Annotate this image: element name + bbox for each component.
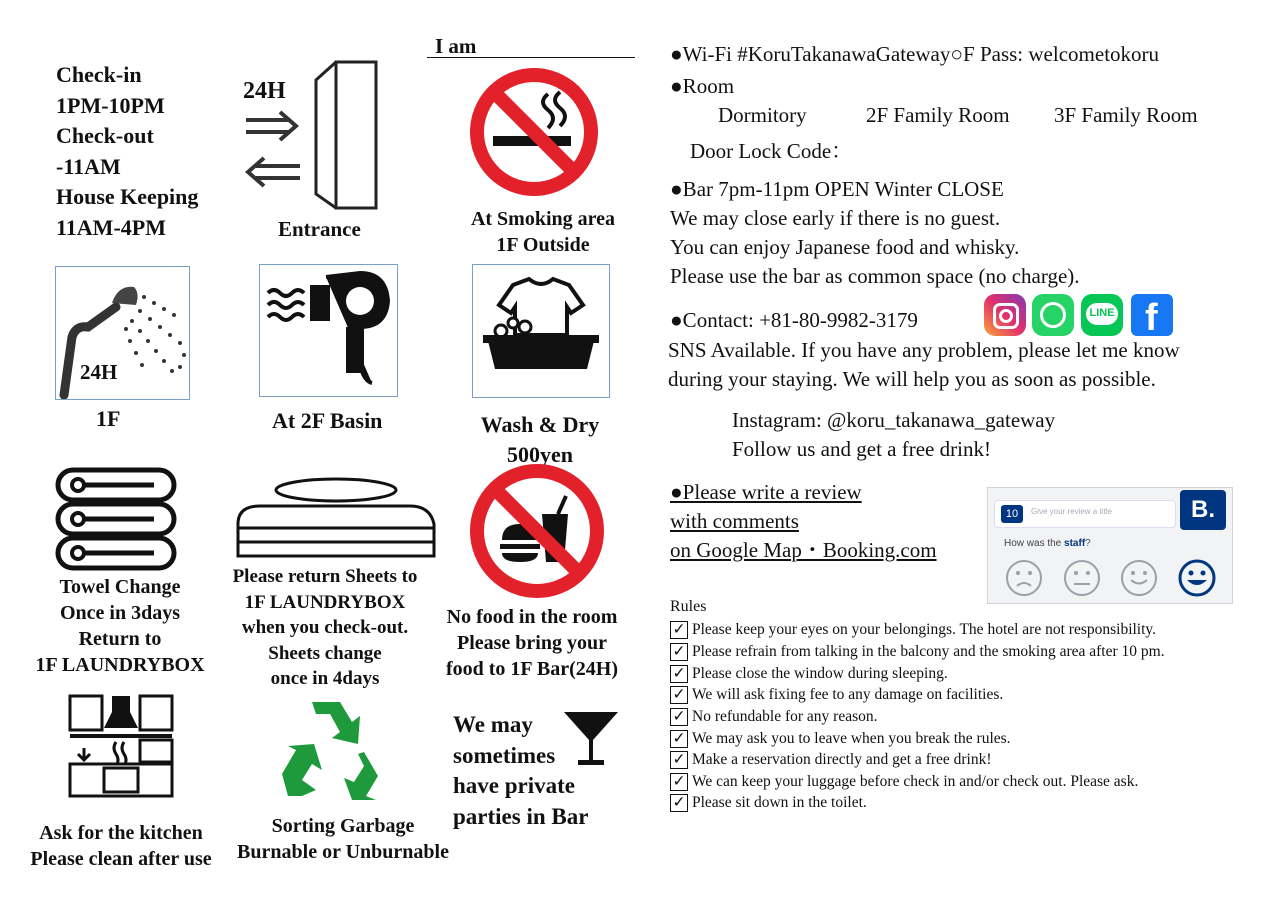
sheets-icon	[230, 476, 438, 562]
instagram-icon[interactable]	[984, 294, 1026, 336]
review-question-prefix: How was the	[1004, 538, 1065, 549]
no-food-label	[432, 604, 632, 682]
contact-title: ●Contact: +81-80-9982-3179	[670, 308, 918, 332]
contact-line2: during your staying. We will help you as soon as possible.	[668, 367, 1156, 391]
neutral-face-icon	[1065, 561, 1099, 595]
party-line1: We may	[453, 712, 533, 737]
kitchen-label	[16, 820, 226, 872]
rule-text: No refundable for any reason.	[692, 708, 878, 725]
very-happy-face-icon	[1180, 561, 1214, 595]
kitchen-label-line2: Please clean after use	[30, 848, 212, 870]
rule-item	[670, 641, 1165, 662]
checkbox-icon: ✓	[670, 708, 688, 726]
checkbox-icon: ✓	[670, 730, 688, 748]
rule-item	[670, 749, 992, 770]
no-food-label-line1: No food in the room	[446, 606, 618, 628]
rule-text: Please refrain from talking in the balcony and the smoking area after 10 pm.	[692, 643, 1165, 660]
party-line3: have private	[453, 773, 576, 798]
sheets-label-line1: Please return Sheets to	[232, 566, 418, 587]
facebook-icon[interactable]	[1131, 294, 1173, 339]
towel-label-line4: 1F LAUNDRYBOX	[35, 654, 205, 676]
review-question-bold: staff	[1064, 538, 1086, 549]
dryer-label: At 2F Basin	[272, 408, 383, 433]
sheets-label	[222, 564, 428, 692]
checkbox-icon: ✓	[670, 621, 688, 639]
checkin-info	[56, 60, 198, 243]
rule-text: Make a reservation directly and get a free drink!	[692, 751, 992, 768]
instagram-handle: Instagram: @koru_takanawa_gateway	[732, 408, 1056, 432]
shower-icon-box	[55, 266, 190, 400]
checkbox-icon: ✓	[670, 665, 688, 683]
whatsapp-icon[interactable]	[1032, 294, 1074, 336]
checkin-label: Check-in	[56, 62, 142, 87]
sheets-label-line4: Sheets change	[268, 642, 382, 664]
no-smoking-icon	[468, 66, 600, 198]
rule-text: Please sit down in the toilet.	[692, 794, 867, 811]
room-title: ●Room	[670, 74, 735, 98]
bar-title: ●Bar 7pm-11pm OPEN Winter CLOSE	[670, 177, 1004, 201]
rule-item	[670, 771, 1138, 792]
line-icon-text: LINE	[1089, 307, 1115, 319]
garbage-label	[226, 813, 460, 865]
rules-title: Rules	[670, 598, 707, 615]
review-faces	[1002, 558, 1230, 598]
rule-text: Please close the window during sleeping.	[692, 665, 948, 682]
towel-icon	[54, 466, 178, 574]
garbage-label-line1: Sorting Garbage	[271, 815, 415, 837]
happy-face-icon	[1122, 561, 1156, 595]
name-blank-line	[427, 57, 635, 58]
facebook-icon-text: f	[1145, 297, 1158, 339]
towel-label-line2: Once in 3days	[59, 602, 181, 624]
shower-floor-label: 1F	[96, 406, 121, 431]
no-food-icon	[468, 462, 606, 600]
wash-label	[470, 410, 610, 470]
review-score-badge: 10	[1001, 505, 1023, 523]
dryer-icon-box	[259, 264, 398, 397]
room-3f-family: 3F Family Room	[1054, 103, 1198, 127]
entrance-hours: 24H	[243, 78, 286, 104]
room-dormitory: Dormitory	[718, 103, 807, 127]
review-question	[1004, 538, 1091, 549]
sheets-label-line5: once in 4days	[270, 668, 380, 689]
review-line3: on Google Map・Booking.com	[670, 538, 937, 562]
booking-logo: B.	[1180, 490, 1226, 530]
i-am-label: I am	[435, 34, 477, 58]
towel-label	[20, 574, 220, 678]
smoking-label-line1: At Smoking area	[470, 208, 616, 230]
entrance-label: Entrance	[278, 217, 361, 241]
housekeeping-time: 11AM-4PM	[56, 214, 166, 240]
rule-item	[670, 706, 878, 727]
shower-icon	[56, 267, 189, 399]
kitchen-label-line1: Ask for the kitchen	[39, 822, 203, 844]
housekeeping-label: House Keeping	[56, 184, 199, 209]
review-question-suffix: ?	[1085, 538, 1091, 549]
recycle-icon	[272, 696, 384, 802]
rule-text: We can keep your luggage before check in and/or check out. Please ask.	[692, 773, 1139, 790]
checkin-time: 1PM-10PM	[56, 92, 165, 118]
towel-label-line3: Return to	[78, 628, 162, 650]
wash-label-line1: Wash & Dry	[480, 412, 600, 437]
rule-text: We will ask fixing fee to any damage on facilities.	[692, 686, 1004, 703]
hair-dryer-icon	[260, 265, 397, 396]
room-2f-family: 2F Family Room	[866, 103, 1010, 127]
no-food-label-line3: food to 1F Bar(24H)	[445, 658, 618, 680]
smoking-label-line2: 1F Outside	[496, 234, 590, 256]
checkout-label: Check-out	[56, 123, 154, 148]
line-icon[interactable]	[1081, 294, 1123, 336]
review-line2: with comments	[670, 509, 799, 533]
party-line4: parties in Bar	[453, 803, 589, 829]
checkbox-icon: ✓	[670, 773, 688, 791]
laundry-icon	[473, 265, 609, 397]
very-sad-face-icon	[1007, 561, 1041, 595]
party-line2: sometimes	[453, 742, 556, 768]
shower-hours: 24H	[80, 360, 118, 384]
booking-review-screenshot	[987, 487, 1233, 604]
rule-text: We may ask you to leave when you break the rules.	[692, 730, 1011, 747]
review-title-placeholder: Give your review a title	[1031, 507, 1112, 516]
review-line1: ●Please write a review	[670, 480, 862, 504]
checkout-time: -11AM	[56, 153, 121, 179]
checkbox-icon: ✓	[670, 643, 688, 661]
contact-line1: SNS Available. If you have any problem, please let me know	[668, 338, 1180, 362]
cocktail-glass-icon	[562, 710, 620, 768]
wash-icon-box	[472, 264, 610, 398]
follow-free-drink: Follow us and get a free drink!	[732, 437, 991, 461]
kitchen-icon	[68, 694, 174, 798]
rule-item	[670, 728, 1011, 749]
checkbox-icon: ✓	[670, 794, 688, 812]
door-lock-code: Door Lock Code：	[690, 139, 853, 163]
smoking-label	[458, 206, 628, 258]
bar-line3: Please use the bar as common space (no charge).	[670, 264, 1080, 288]
rule-item	[670, 684, 1003, 705]
rule-text: Please keep your eyes on your belongings. The hotel are not responsibility.	[692, 621, 1157, 638]
checkbox-icon: ✓	[670, 686, 688, 704]
sheets-label-line3: when you check-out.	[241, 617, 409, 638]
wifi-info: ●Wi-Fi #KoruTakanawaGateway○F Pass: welcometokoru	[670, 42, 1160, 66]
no-food-label-line2: Please bring your	[457, 632, 607, 654]
bar-line2: You can enjoy Japanese food and whisky.	[670, 235, 1020, 259]
towel-label-line1: Towel Change	[59, 576, 181, 598]
sheets-label-line2: 1F LAUNDRYBOX	[244, 591, 406, 613]
wash-price: 500yen	[507, 442, 573, 467]
bar-line1: We may close early if there is no guest.	[670, 206, 1001, 230]
garbage-label-line2: Burnable or Unburnable	[237, 841, 449, 863]
rule-item	[670, 792, 867, 813]
rule-item	[670, 619, 1156, 640]
review-title-bar	[994, 500, 1176, 528]
rule-item	[670, 663, 948, 684]
entrance-door-icon	[240, 58, 382, 218]
checkbox-icon: ✓	[670, 751, 688, 769]
